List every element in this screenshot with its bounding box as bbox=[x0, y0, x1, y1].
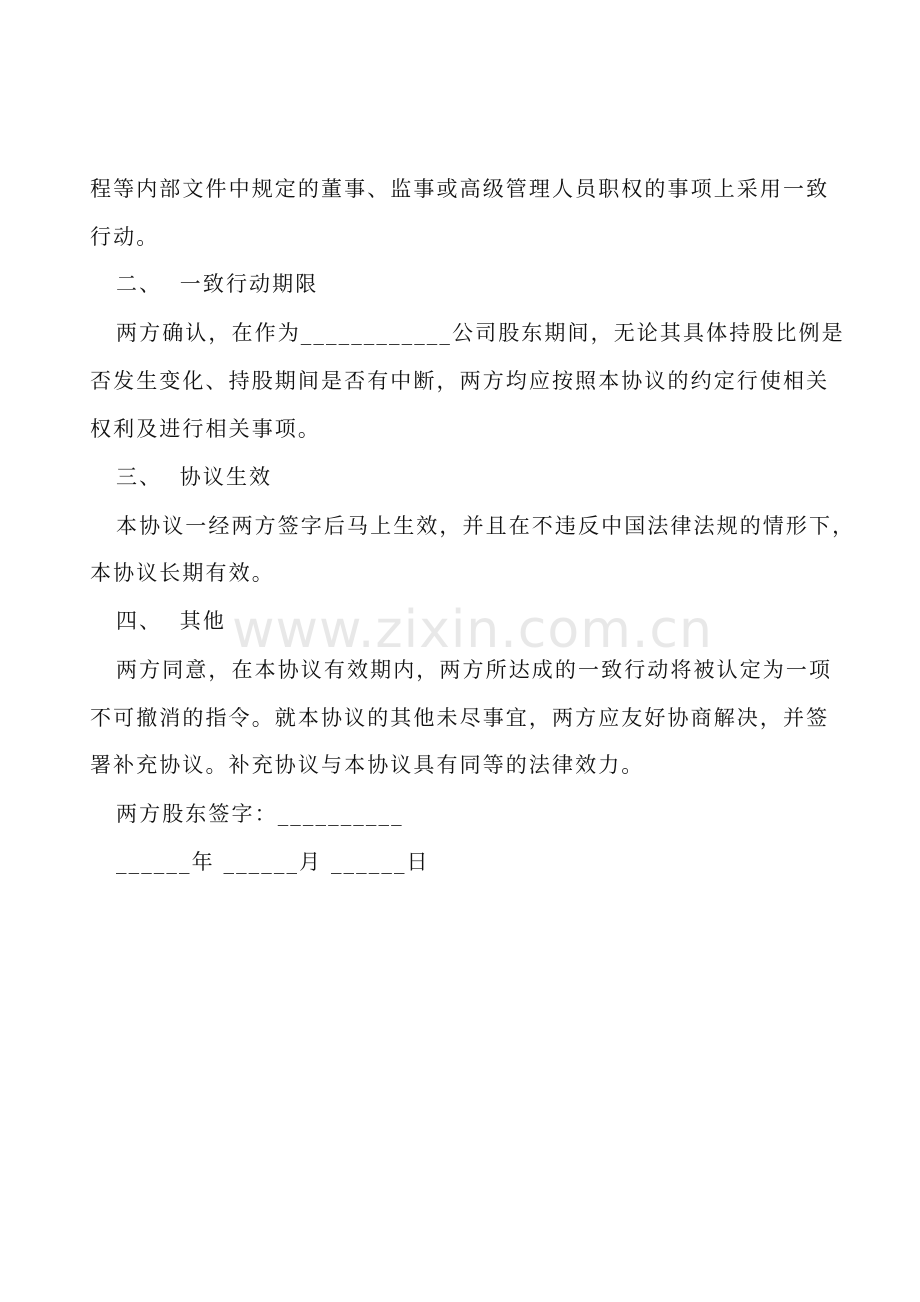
paragraph-line: 不可撤消的指令。就本协议的其他未尽事宜，两方应友好协商解决，并签 bbox=[90, 706, 830, 730]
paragraph-line: 本协议一经两方签字后马上生效，并且在不违反中国法律法规的情形下， bbox=[116, 514, 856, 538]
paragraph-line: 否发生变化、持股期间是否有中断，两方均应按照本协议的约定行使相关 bbox=[90, 369, 830, 393]
paragraph-line: 权利及进行相关事项。 bbox=[90, 417, 321, 441]
signature-line: 两方股东签字：__________ bbox=[116, 802, 404, 826]
section-heading-term: 二、 一致行动期限 bbox=[116, 272, 319, 296]
paragraph-line: 行动。 bbox=[90, 225, 160, 249]
paragraph-line: 本协议长期有效。 bbox=[90, 561, 275, 585]
section-heading-other: 四、 其他 bbox=[116, 609, 226, 633]
section-heading-effect: 三、 协议生效 bbox=[116, 465, 273, 489]
date-line: ______年 ______月 ______日 bbox=[116, 850, 430, 874]
paragraph-line: 署补充协议。补充协议与本协议具有同等的法律效力。 bbox=[90, 753, 645, 777]
paragraph-line: 程等内部文件中规定的董事、监事或高级管理人员职权的事项上采用一致 bbox=[90, 177, 830, 201]
paragraph-line: 两方确认，在作为____________公司股东期间，无论其具体持股比例是 bbox=[116, 321, 845, 345]
paragraph-line: 两方同意，在本协议有效期内，两方所达成的一致行动将被认定为一项 bbox=[116, 658, 833, 682]
watermark: www.zixin.com.cn bbox=[232, 600, 713, 660]
